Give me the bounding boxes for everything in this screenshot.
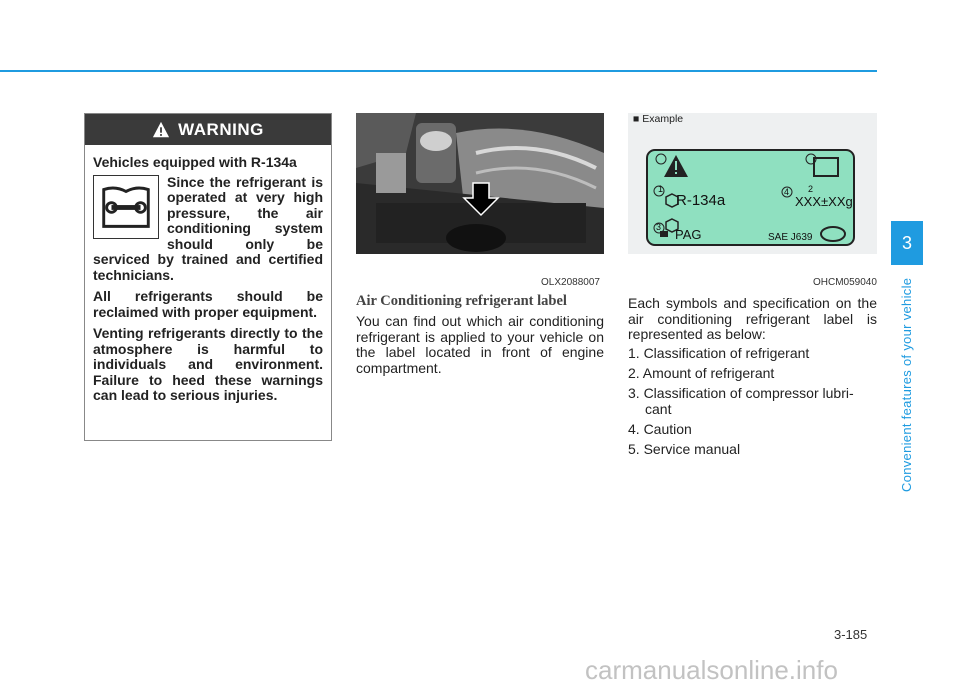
- warning-subtitle: Vehicles equipped with R-134a: [93, 154, 297, 170]
- section-body: You can find out which air conditioning refrigerant is applied to your vehicle on the label located in front of engine compartment.: [356, 313, 604, 376]
- chapter-title: Convenient features of your vehicle: [899, 277, 914, 492]
- watermark: carmanualsonline.info: [585, 655, 838, 685]
- label-image-caption: OHCM059040: [813, 277, 877, 288]
- list-item: 4. Caution: [628, 420, 692, 437]
- label-symbol-list: [628, 346, 877, 462]
- engine-image-caption: OLX2088007: [541, 277, 600, 288]
- warning-para-2: All refrigerants should be reclaimed with proper equipment.: [93, 288, 323, 320]
- label-standard: SAE J639: [768, 232, 813, 243]
- top-rule: [0, 70, 877, 72]
- list-item: 2. Amount of refrigerant: [628, 365, 775, 381]
- refrigerant-label-image: [628, 113, 877, 254]
- example-label: ■ Example: [633, 113, 684, 125]
- page-number: 3-185: [834, 627, 868, 642]
- label-marker-3: 3: [656, 222, 662, 232]
- label-marker-2: 2: [808, 184, 814, 194]
- warning-box: [84, 113, 332, 441]
- list-item: 5. Service manual: [628, 440, 741, 457]
- label-refrigerant-type: R-134a: [676, 192, 726, 209]
- list-item: 1. Classification of refrigerant: [628, 345, 810, 361]
- label-refrigerant-amount: XXX±XXg: [795, 194, 853, 209]
- label-marker-1: 1: [658, 184, 664, 194]
- label-oil-type: PAG: [675, 227, 702, 242]
- section-heading: Air Conditioning refrigerant label: [356, 293, 567, 309]
- warning-header: [85, 114, 331, 145]
- warning-triangle-icon: [152, 121, 170, 139]
- warning-title: WARNING: [178, 119, 264, 139]
- warning-para-1: Since the refrigerant is operated at very high pressure, the air conditioning system should only be serviced by trained and certified technicians.: [93, 173, 323, 283]
- warning-para-3: Venting refrigerants directly to the atmosphere is harmful to individuals and environment. Failure to heed these warnings can lead to serious injuries.: [93, 325, 323, 403]
- engine-compartment-image: [356, 113, 604, 254]
- label-marker-4: 4: [784, 187, 790, 197]
- chapter-tab: 3: [891, 221, 923, 265]
- label-description: Each symbols and specification on the air conditioning refrigerant label is represented as below:: [628, 295, 877, 342]
- list-item: 3. Classification of compressor lubri- cant: [628, 385, 854, 417]
- service-manual-icon: [93, 175, 159, 239]
